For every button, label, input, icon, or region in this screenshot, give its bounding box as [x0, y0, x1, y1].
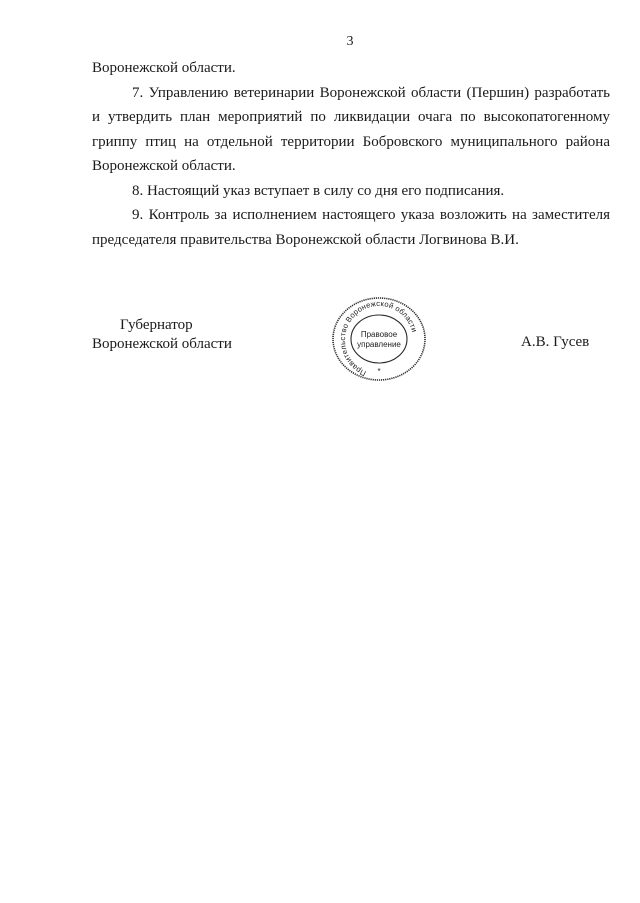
item-8-paragraph: 8. Настоящий указ вступает в силу со дня его подписания. [132, 182, 505, 199]
stamp-ring-text: Правительство Воронежской области [337, 298, 420, 379]
item-9-paragraph: 9. Контроль за исполнением настоящего указа возложить на заместителя председателя правительства Воронежской области Логвинова В.И. [92, 207, 610, 248]
stamp-center-line-1: Правовое [360, 330, 398, 339]
stamp-inner-ring [351, 315, 407, 363]
stamp-bottom-mark: * [377, 367, 381, 376]
signatory-title [92, 316, 232, 354]
official-stamp [331, 296, 427, 382]
item-7-paragraph: 7. Управлению ветеринарии Воронежской области (Першин) разработать и утвердить план мероприятий по ликвидации очага по высокопатогенному гриппу птиц на отдельной территории Бобровского муниципального района Воронежской области. [92, 84, 610, 174]
signatory-position: Губернатор [120, 317, 193, 333]
document-body [92, 56, 610, 252]
signatory-name: А.В. Гусев [521, 334, 590, 350]
continuation-paragraph: Воронежской области. [92, 60, 236, 76]
stamp-center-line-2: управление [357, 340, 401, 349]
page-number: 3 [346, 34, 354, 49]
signatory-region: Воронежской области [92, 336, 232, 352]
